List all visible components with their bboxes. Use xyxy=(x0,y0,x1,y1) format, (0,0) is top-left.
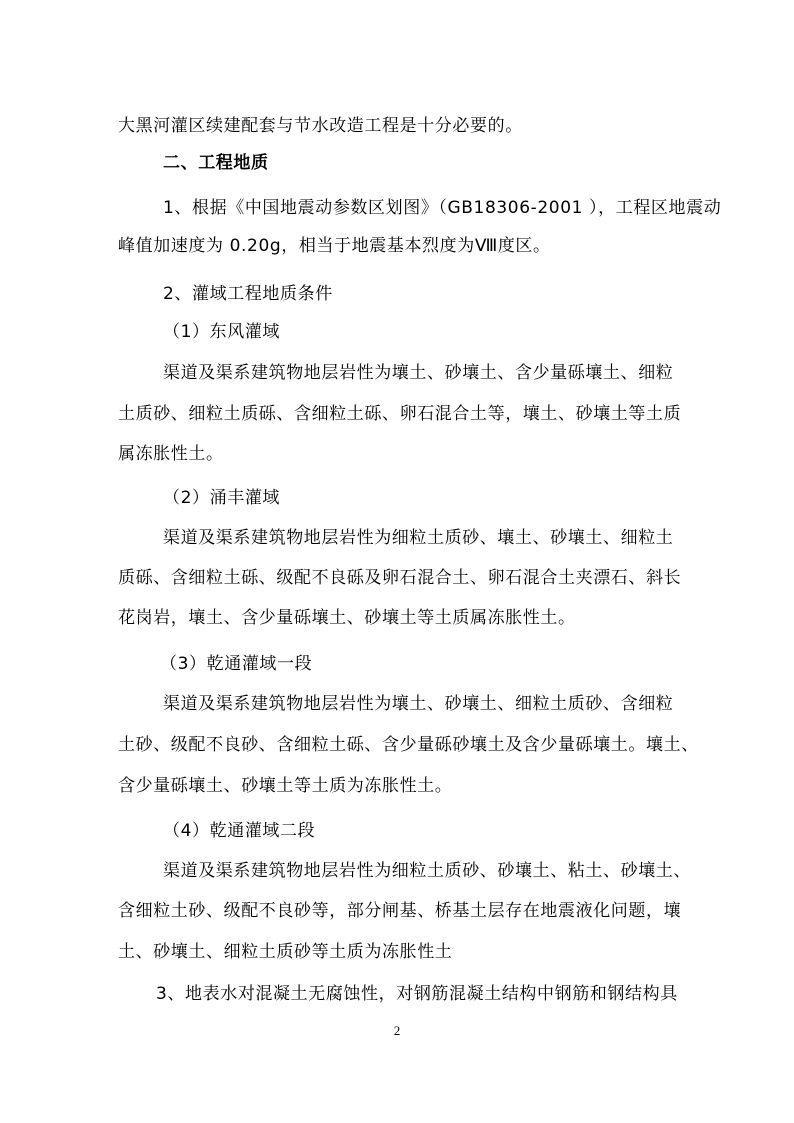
body-text-line: 渠道及渠系建筑物地层岩性为细粒土质砂、砂壤土、粘土、砂壤土、 xyxy=(163,861,691,881)
body-text-line: 土、砂壤土、细粒土质砂等土质为冻胀性土 xyxy=(118,942,453,962)
body-text-line: 质砾、含细粒土砾、级配不良砾及卵石混合土、卵石混合土夹漂石、斜长 xyxy=(118,568,682,588)
body-text-line: 含少量砾壤土、砂壤土等土质为冻胀性土。 xyxy=(118,776,453,796)
body-text-line: 属冻胀性土。 xyxy=(118,444,224,464)
body-text-line: 大黑河灌区续建配套与节水改造工程是十分必要的。 xyxy=(118,116,523,136)
body-text-line: 1、根据《中国地震动参数区划图》（GB18306-2001 ），工程区地震动 xyxy=(163,198,722,218)
body-text-line: 土质砂、细粒土质砾、含细粒土砾、卵石混合土等，壤土、砂壤土等土质 xyxy=(118,404,682,424)
subsection-heading: （3）乾通灌域一段 xyxy=(160,654,313,674)
section-heading: 二、工程地质 xyxy=(163,153,269,173)
body-text-line: 峰值加速度为 0.20g，相当于地震基本烈度为Ⅷ度区。 xyxy=(118,236,551,256)
body-text-line: 3、地表水对混凝土无腐蚀性，对钢筋混凝土结构中钢筋和钢结构具 xyxy=(156,984,678,1004)
body-text-line: 渠道及渠系建筑物地层岩性为细粒土质砂、壤土、砂壤土、细粒土 xyxy=(163,528,674,548)
numbered-item: 2、灌域工程地质条件 xyxy=(163,284,333,304)
body-text-line: 渠道及渠系建筑物地层岩性为壤土、砂壤土、细粒土质砂、含细粒 xyxy=(163,694,674,714)
body-text-line: 含细粒土砂、级配不良砂等，部分闸基、桥基土层存在地震液化问题，壤 xyxy=(118,901,682,921)
subsection-heading: （1）东风灌域 xyxy=(163,322,281,342)
body-text-line: 渠道及渠系建筑物地层岩性为壤土、砂壤土、含少量砾壤土、细粒 xyxy=(163,363,674,383)
page-number: 2 xyxy=(393,1023,401,1038)
subsection-heading: （2）涌丰灌域 xyxy=(163,488,281,508)
body-text-line: 花岗岩，壤土、含少量砾壤土、砂壤土等土质属冻胀性土。 xyxy=(118,608,576,628)
body-text-line: 土砂、级配不良砂、含细粒土砾、含少量砾砂壤土及含少量砾壤土。壤土、 xyxy=(118,735,699,755)
subsection-heading: （4）乾通灌域二段 xyxy=(163,821,316,841)
